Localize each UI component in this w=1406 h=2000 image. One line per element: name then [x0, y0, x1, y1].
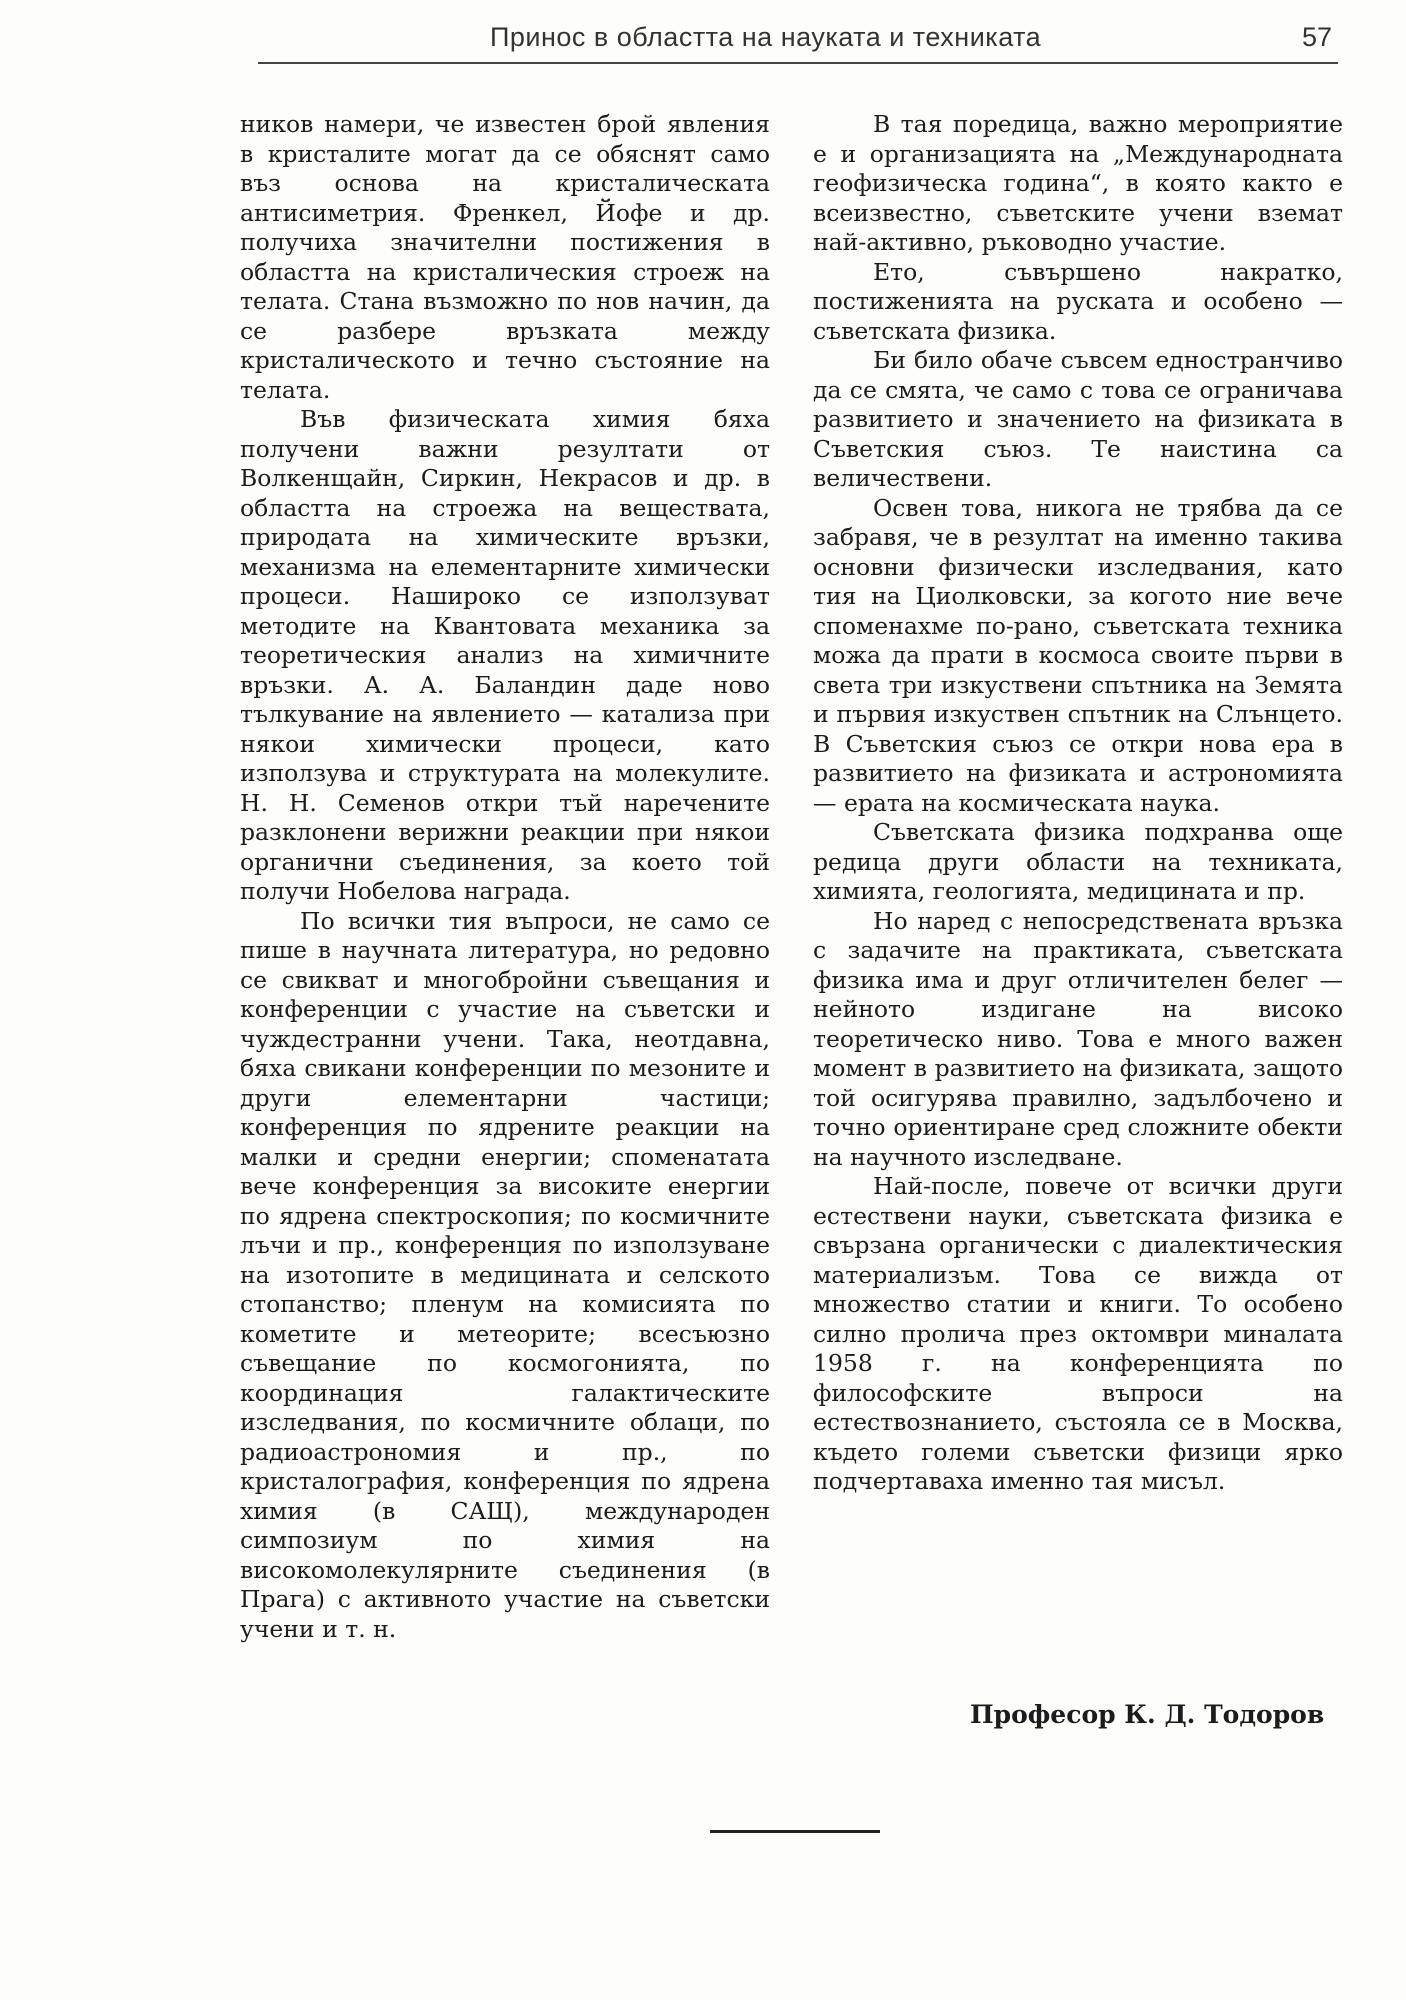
left-column: [240, 110, 770, 1644]
right-paragraph-1: В тая поредица, важно мероприятие е и организацията на „Международната геофизическа година“, в която както е всеизвестно, съветските учени вземат най-активно, ръководно участие.: [813, 110, 1343, 256]
page-number: 57: [1301, 22, 1332, 52]
right-column: [813, 110, 1343, 1497]
left-paragraph-2: Във физическата химия бяха получени важни резултати от Волкенщайн, Сиркин, Некрасов и др. в областта на строежа на веществата, природата на химическите връзки, механизма на елементарните химически процеси. Нашироко се използуват методите на Квантовата механика за теоретическия анализ на химичните връзки. А. А. Баландин даде ново тълкувание на явлението — катализа при някои химически процеси, като използува и структурата на молекулите. Н. Н. Семенов откри тъй наречените разклонени верижни реакции при някои органични съединения, за което той получи Нобелова награда.: [240, 405, 770, 905]
right-paragraph-7: Най-после, повече от всички други естествени науки, съветската физика е свързана органически с диалектическия материализъм. Това се вижда от множество статии и книги. То особено силно пролича през октомври миналата 1958 г. на конференцията по философските въпроси на естествознанието, състояла се в Москва, където големи съветски физици ярко подчертаваха именно тая мисъл.: [813, 1172, 1343, 1495]
running-title: Принос в областта на науката и техниката: [490, 22, 1042, 52]
right-paragraph-4: Освен това, никога не трябва да се забравя, че в резултат на именно такива основни физически изследвания, като тия на Циолковски, за когото ние вече споменахме по-рано, съветската техника можа да прати в космоса своите първи в света три изкуствени спътника на Земята и първия изкуствен спътник на Слънцето. В Съветския съюз се откри нова ера в развитието на физиката и астрономията — ерата на космическата наука.: [813, 493, 1343, 817]
right-paragraph-2: Ето, съвършено накратко, постиженията на руската и особено — съветската физика.: [813, 257, 1343, 345]
right-paragraph-5: Съветската физика подхранва още редица други области на техниката, химията, геологията, медицината и пр.: [813, 818, 1343, 905]
left-paragraph-3: По всички тия въпроси, не само се пише в научната литература, но редовно се свикват и многобройни съвещания и конференции с участие на съветски и чуждестранни учени. Така, неотдавна, бяха свикани конференции по мезоните и други елементарни частици; конференция по ядрените реакции на малки и средни енергии; споменатата вече конференция за високите енергии по ядрена спектроскопия; по космичните лъчи и пр., конференция по използуване на изотопите в медицината и селското стопанство; пленум на комисията по кометите и метеорите; всесъюзно съвещание по космогонията, по координация галактическите изследвания, по космичните облаци, по радиоастрономия и пр., по кристалография, конференция по ядрена химия (в САЩ), международен симпозиум по химия на високомолекулярните съединения (в Прага) с активното участие на съветски учени и т. н.: [240, 906, 770, 1643]
author-signature: Професор К. Д. Тодоров: [970, 1700, 1325, 1729]
end-rule: [710, 1830, 880, 1833]
right-paragraph-6: Но наред с непосредствената връзка с задачите на практиката, съветската физика има и друг отличителен белег — нейното издигане на високо теоретическо ниво. Това е много важен момент в развитието на физиката, защото той осигурява правилно, задълбочено и точно ориентиране сред сложните обекти на научното изследване.: [813, 906, 1343, 1171]
running-head: [258, 18, 1338, 64]
right-paragraph-3: Би било обаче съвсем едностранчиво да се смята, че само с това се ограничава развитието и значението на физиката в Съветския съюз. Те наистина са величествени.: [813, 346, 1343, 492]
left-paragraph-1: ников намери, че известен брой явления в кристалите могат да се обяснят само въз основа на кристалическата антисиметрия. Френкел, Йофе и др. получиха значителни постижения в областта на кристалическия строеж на телата. Стана възможно по нов начин, да се разбере връзката между кристалическото и течно състояние на телата.: [240, 110, 770, 404]
